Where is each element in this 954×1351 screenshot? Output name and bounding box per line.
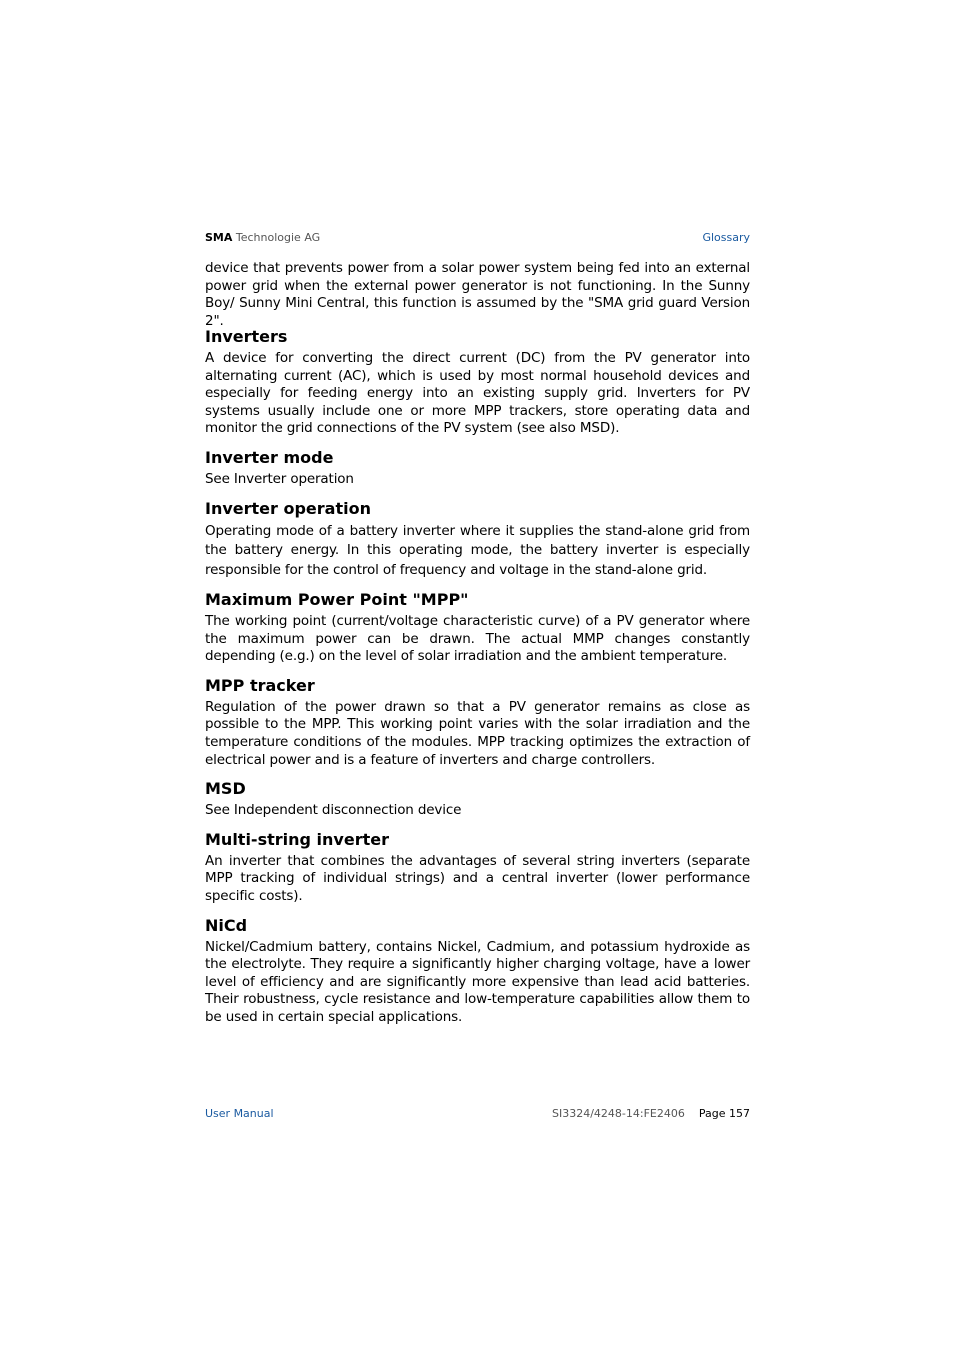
glossary-definition: The working point (current/voltage characteristic curve) of a PV generator where the maximum power can be drawn. The actual MMP changes constantly depending (e.g.) on the level of solar irradiation and the ambient temperature. [205, 613, 750, 665]
glossary-entry-nicd [205, 915, 750, 1027]
glossary-term: MSD [205, 779, 246, 799]
glossary-term: Multi-string inverter [205, 829, 389, 849]
glossary-content [205, 260, 750, 1027]
glossary-entry-multi-string-inverter [205, 829, 750, 906]
glossary-term: MPP tracker [205, 675, 315, 695]
section-title: Glossary [702, 231, 750, 244]
company-brand: SMA [205, 231, 233, 244]
glossary-definition: Operating mode of a battery inverter where it supplies the stand-alone grid from the battery energy. In this operating mode, the battery inverter is especially responsible for the control of frequency and voltage in the stand-alone grid. [205, 522, 750, 578]
glossary-definition: See Independent disconnection device [205, 802, 462, 819]
glossary-entry-inverters [205, 326, 750, 438]
glossary-term: NiCd [205, 915, 248, 935]
company-name [205, 230, 320, 246]
page-footer [205, 1106, 750, 1122]
page-number: Page 157 [698, 1107, 750, 1120]
glossary-definition: A device for converting the direct current (DC) from the PV generator into alternating current (AC), which is used by most normal household devices and especially for feeding energy into an existing supply grid. Inverters for PV systems usually include one or more MPP trackers, store operating data and monitor the grid connections of the PV system (see also MSD). [205, 350, 750, 437]
glossary-term: Inverters [205, 327, 288, 346]
glossary-definition: Nickel/Cadmium battery, contains Nickel, Cadmium, and potassium hydroxide as the electrolyte. They require a significantly higher charging voltage, have a lower level of efficiency and are significantly more expensive than lead acid batteries. Their robustness, cycle resistance and low-temperature capabilities allow them to be used in certain special applications. [205, 938, 750, 1025]
glossary-entry-msd [205, 778, 750, 820]
manual-title: User Manual [205, 1107, 274, 1120]
glossary-entry-mpp-tracker [205, 675, 750, 769]
company-suffix: Technologie AG [235, 231, 321, 244]
intro-paragraph: device that prevents power from a solar power system being fed into an external power grid when the external power generator is not functioning. In the Sunny Boy/ Sunny Mini Central, this function is assumed by the "SMA grid guard Version 2". [205, 260, 750, 329]
glossary-entry-inverter-operation [205, 498, 750, 581]
glossary-entry-mpp [205, 589, 750, 666]
document-code: SI3324/4248-14:FE2406 [552, 1107, 685, 1120]
glossary-definition: Regulation of the power drawn so that a PV generator remains as close as possible to the MPP. This working point varies with the solar irradiation and the temperature conditions of the modules. MPP tracking optimizes the extraction of electrical power and is a feature of inverters and charge controllers. [205, 698, 750, 768]
glossary-term: Inverter operation [205, 498, 371, 518]
page-header [205, 230, 750, 246]
glossary-definition: An inverter that combines the advantages of several string inverters (separate MPP tracking of individual strings) and a central inverter (lower performance specific costs). [205, 852, 750, 904]
glossary-term: Inverter mode [205, 447, 334, 467]
glossary-definition: See Inverter operation [205, 470, 354, 487]
glossary-entry-inverter-mode [205, 447, 750, 489]
glossary-term: Maximum Power Point "MPP" [205, 590, 469, 610]
